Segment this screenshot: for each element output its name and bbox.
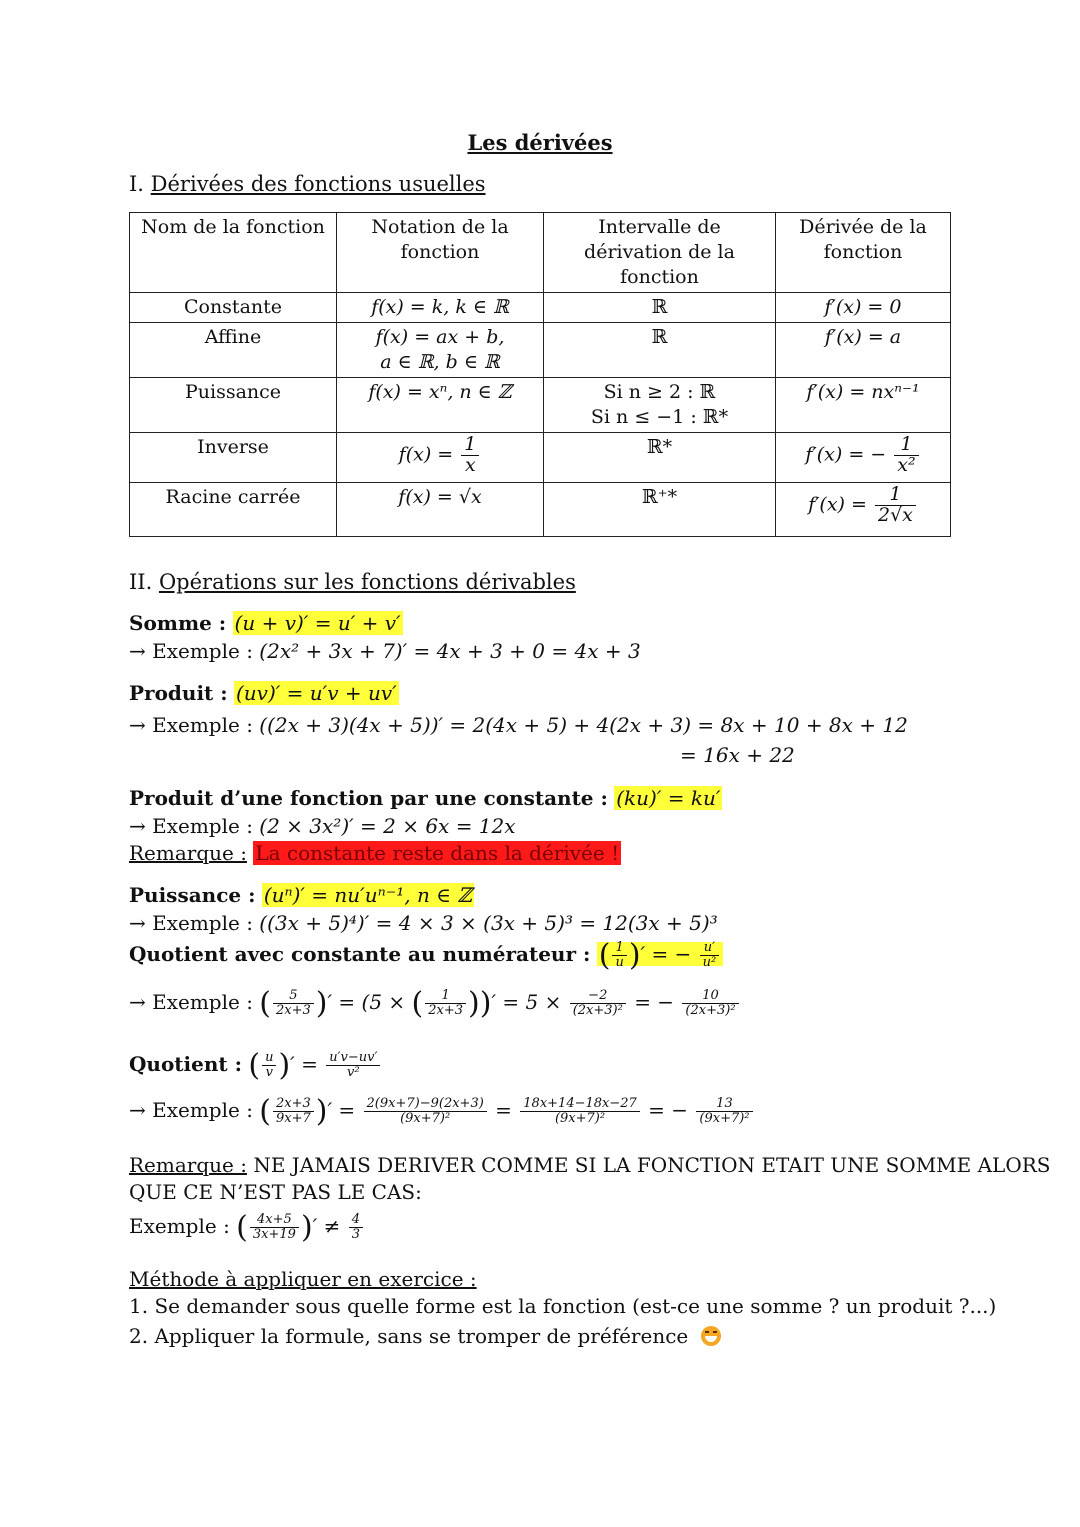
table-header: Notation de la fonction bbox=[337, 213, 544, 293]
rule-label: Puissance : bbox=[129, 883, 256, 907]
fraction: $\frac{1}{\text{x²}}$ bbox=[894, 435, 918, 476]
cell-interval: ℝ⁺* bbox=[544, 483, 776, 537]
cell-interval: Si n ≥ 2 : ℝ Si n ≤ −1 : ℝ* bbox=[544, 378, 776, 433]
example-puissance: → Exemple : ((3x + 5)⁴)′ = 4 × 3 × (3x + 5)³ = 12(3x + 5)³ bbox=[129, 911, 718, 935]
alert-text: La constante reste dans la dérivée ! bbox=[255, 841, 620, 865]
cell-name: Constante bbox=[130, 293, 337, 323]
rule-puissance bbox=[129, 883, 474, 907]
example-somme: → Exemple : (2x² + 3x + 7)′ = 4x + 3 + 0 = 4x + 3 bbox=[129, 639, 641, 663]
example-quotient: → Exemple : ( $\frac{2x+3}{9x+7}$ )′ = $\frac{2(9x+7)-9(2x+3)}{\text{(9x+7)²}}$ = $\frac{18x+14-18x-27}{\text{(9x+7)²}}$ = − $\frac{13}{\text{(9x+7)²}}$ bbox=[129, 1094, 755, 1129]
rule-formula: ( $\frac{1}{u}$ )′ = − $\frac{u'}{\text{u²}}$ bbox=[597, 942, 724, 966]
cell-derivative: f′(x) = $\frac{1}{2√x}$ bbox=[776, 483, 951, 537]
example-produit: → Exemple : ((2x + 3)(4x + 5))′ = 2(4x + 5) + 4(2x + 3) = 8x + 10 + 8x + 12 bbox=[129, 713, 908, 737]
section-1-title: Dérivées des fonctions usuelles bbox=[150, 172, 486, 196]
remark-somme-warning: Remarque : NE JAMAIS DERIVER COMME SI LA FONCTION ETAIT UNE SOMME ALORS bbox=[129, 1153, 1051, 1177]
rule-label: Somme : bbox=[129, 611, 227, 635]
rule-label: Quotient avec constante au numérateur : bbox=[129, 942, 591, 966]
rule-quotient: Quotient : ( $\frac{u}{v}$ )′ = $\frac{u'v-uv'}{\text{v²}}$ bbox=[129, 1048, 382, 1083]
rule-quotient-constante bbox=[129, 938, 723, 973]
section-1-heading: I. Dérivées des fonctions usuelles bbox=[129, 172, 486, 196]
rule-label: Produit d’une fonction par une constante : bbox=[129, 786, 608, 810]
section-2-heading: II. Opérations sur les fonctions dérivables bbox=[129, 570, 576, 594]
rule-constante bbox=[129, 786, 722, 810]
cell-notation: f(x) = √x bbox=[337, 483, 544, 537]
cell-interval: ℝ bbox=[544, 323, 776, 378]
grinning-face-icon bbox=[701, 1326, 721, 1346]
rule-label: Quotient : bbox=[129, 1052, 242, 1076]
table-header: Intervalle de dérivation de la fonction bbox=[544, 213, 776, 293]
table-row bbox=[130, 323, 951, 378]
cell-derivative: f′(x) = 0 bbox=[776, 293, 951, 323]
remark-example: Exemple : ( $\frac{4x+5}{3x+19}$ )′ ≠ $\frac{4}{3}$ bbox=[129, 1210, 365, 1245]
rule-formula: (ku)′ = ku′ bbox=[616, 786, 721, 810]
cell-interval: ℝ* bbox=[544, 433, 776, 483]
rule-formula: (uv)′ = u′v + uv′ bbox=[235, 681, 397, 705]
rule-produit bbox=[129, 681, 399, 705]
table-header: Nom de la fonction bbox=[130, 213, 337, 293]
table-header-row bbox=[130, 213, 951, 293]
example-constante: → Exemple : (2 × 3x²)′ = 2 × 6x = 12x bbox=[129, 814, 516, 838]
derivatives-table bbox=[129, 212, 951, 537]
method-heading: Méthode à appliquer en exercice : bbox=[129, 1267, 477, 1291]
table-row bbox=[130, 293, 951, 323]
remark-constante: Remarque : La constante reste dans la dérivée ! bbox=[129, 841, 620, 865]
cell-name: Inverse bbox=[130, 433, 337, 483]
table-row bbox=[130, 378, 951, 433]
table-row bbox=[130, 483, 951, 537]
section-2-title: Opérations sur les fonctions dérivables bbox=[158, 570, 576, 594]
rule-label: Produit : bbox=[129, 681, 228, 705]
fraction: $\frac{1}{x}$ bbox=[461, 435, 479, 476]
cell-interval: ℝ bbox=[544, 293, 776, 323]
cell-name: Affine bbox=[130, 323, 337, 378]
example-produit-result: = 16x + 22 bbox=[680, 743, 795, 767]
remark-somme-warning-line2: QUE CE N’EST PAS LE CAS: bbox=[129, 1180, 422, 1204]
rule-formula: (uⁿ)′ = nu′uⁿ⁻¹, n ∈ ℤ bbox=[263, 883, 472, 907]
rule-somme bbox=[129, 611, 403, 635]
cell-name: Racine carrée bbox=[130, 483, 337, 537]
cell-derivative: f′(x) = nxⁿ⁻¹ bbox=[776, 378, 951, 433]
example-quotient-constante: → Exemple : ( $\frac{5}{2x+3}$ )′ = (5 × ( $\frac{1}{2x+3}$ ))′ = 5 × $\frac{-2}{\text{(2x+3)²}}$ = − $\frac{10}{\text{(2x+3)²}}$ bbox=[129, 986, 741, 1021]
cell-derivative: f′(x) = a bbox=[776, 323, 951, 378]
rule-formula: (u + v)′ = u′ + v′ bbox=[234, 611, 401, 635]
cell-notation: f(x) = ax + b, a ∈ ℝ, b ∈ ℝ bbox=[337, 323, 544, 378]
cell-notation: f(x) = k, k ∈ ℝ bbox=[337, 293, 544, 323]
cell-notation: f(x) = xⁿ, n ∈ ℤ bbox=[337, 378, 544, 433]
table-header: Dérivée de la fonction bbox=[776, 213, 951, 293]
method-step-2: 2. Appliquer la formule, sans se tromper de préférence bbox=[129, 1324, 721, 1348]
method-step-1: 1. Se demander sous quelle forme est la fonction (est-ce une somme ? un produit ?...) bbox=[129, 1294, 997, 1318]
cell-derivative: f′(x) = − $\frac{1}{\text{x²}}$ bbox=[776, 433, 951, 483]
cell-notation: f(x) = $\frac{1}{x}$ bbox=[337, 433, 544, 483]
table-row bbox=[130, 433, 951, 483]
fraction: $\frac{1}{2√x}$ bbox=[875, 485, 916, 526]
cell-name: Puissance bbox=[130, 378, 337, 433]
page-title: Les dérivées bbox=[467, 130, 613, 155]
